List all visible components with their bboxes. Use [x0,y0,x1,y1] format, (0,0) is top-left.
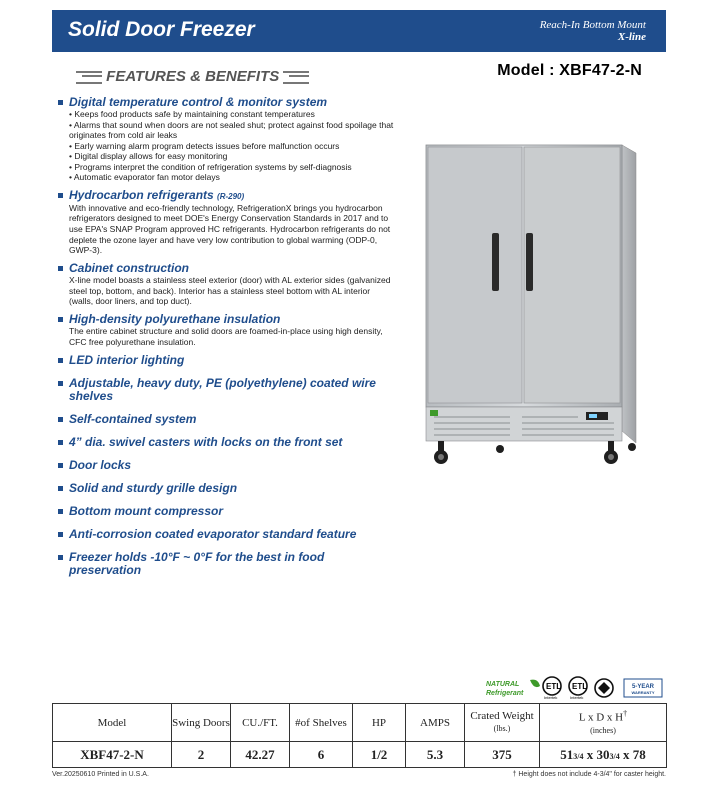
right-door [524,147,620,403]
value-dims: 513/4 x 303/4 x 78 [540,742,667,768]
header-swing: Swing Doors [172,716,230,729]
value-amps: 5.3 [406,742,465,768]
leaf-icon [530,680,540,688]
feature-bullet: • Alarms that sound when doors are not sealed shut; protect against food spoilage that originates from cold air leaks [69,119,394,140]
features-list [58,96,394,587]
header-weight-unit: (lbs.) [493,724,511,733]
left-handle [492,233,499,291]
col-swing [172,704,231,742]
feature-item [58,482,394,495]
feature-description: The entire cabinet structure and solid doors are foamed-in-place using high density, CFC free polyurethane insulation. [69,326,383,347]
header-subtitle [540,19,646,43]
feature-bullet: • Programs interpret the condition of refrigeration systems by self-diagnosis [69,161,352,172]
feature-title: Hydrocarbon refrigerants (R-290) [58,189,394,203]
feature-description: X-line model boasts a stainless steel exterior (door) with AL exterior sides (galvanized steel top, bottom, and back). Interior has a stainless steel bottom with AL interior (walls, door liners, and top duct). [69,275,391,307]
header-model: Model [97,716,127,729]
product-line: X-line [617,31,646,43]
feature-bullets [58,109,394,183]
decor-lines-icon [283,71,309,84]
feature-title: Bottom mount compressor [58,505,394,518]
feature-item [58,551,394,577]
feature-title: Door locks [58,459,394,472]
feature-bullet: • Early warning alarm program detects issues before malfunction occurs [69,140,340,151]
col-cuft [231,704,290,742]
feature-title: Self-contained system [58,413,394,426]
header-weight: Crated Weight [470,710,534,722]
feature-title: Solid and sturdy grille design [58,482,394,495]
feature-description: With innovative and eco-friendly technology, RefrigerationX brings you hydrocarbon refrigerators designed to meet DOE's Energy Conservation Standards in 2017 and to use EPA's SNAP Program approved HC refrigerants. Hydrocarbon refrigerants do not deplete the ozone layer and have very low contribution to global warming (ODP-0, GWP-3). [69,202,391,256]
page-title: Solid Door Freezer [68,18,255,41]
decor-lines-icon [76,71,102,84]
header-hp: HP [371,716,387,729]
spec-value-row [53,742,667,768]
feature-title: LED interior lighting [58,354,394,367]
feature-item [58,354,394,367]
header-shelves: #of Shelves [295,716,347,729]
intertek-label-1: Intertek [544,695,558,700]
feature-item [58,505,394,518]
feature-item [58,262,394,307]
feature-bullet: • Keeps food products safe by maintaining constant temperatures [69,109,315,119]
feature-bullet: • Automatic evaporator fan motor delays [69,172,220,182]
header-amps: AMPS [420,716,450,729]
certification-badges [486,676,666,700]
feature-title: High-density polyurethane insulation [58,313,394,326]
header-dims: L x D x H [578,711,624,724]
left-door [428,147,522,403]
dims-dagger: † [623,709,628,719]
refrigerant-text: Refrigerant [486,690,524,697]
feature-item [58,377,394,403]
feature-bullet: • Digital display allows for easy monitoring [69,151,228,161]
value-cuft: 42.27 [231,742,290,768]
spec-header-row [53,704,667,742]
feature-item [58,313,394,347]
col-shelves [290,704,353,742]
features-heading-text: FEATURES & BENEFITS [106,68,280,85]
natural-text: NATURAL [486,681,520,688]
col-weight [465,704,540,742]
value-model: XBF47-2-N [53,742,172,768]
header-banner [52,10,666,52]
feature-item [58,459,394,472]
col-hp [353,704,406,742]
feature-title: Anti-corrosion coated evaporator standard feature [58,528,394,541]
feature-title: Adjustable, heavy duty, PE (polyethylene) coated wire shelves [58,377,394,403]
header-dims-unit: (inches) [590,725,616,735]
feature-note: (R-290) [217,191,245,201]
svg-text:ETL: ETL [572,682,588,691]
warranty-top: 5-YEAR [631,684,655,690]
warranty-bottom: WARRANTY [631,690,655,695]
header-cuft: CU./FT. [242,716,278,729]
value-swing: 2 [172,742,231,768]
footer-version: Ver.20250610 Printed in U.S.A. [52,771,149,778]
feature-item [58,413,394,426]
feature-title: Freezer holds -10°F ~ 0°F for the best in food preservation [58,551,394,577]
spec-table [52,703,667,768]
freezer-product-image [400,135,670,475]
value-weight: 375 [465,742,540,768]
feature-item [58,528,394,541]
value-shelves: 6 [290,742,353,768]
value-hp: 1/2 [353,742,406,768]
feature-item [58,436,394,449]
right-handle [526,233,533,291]
feature-title: Cabinet construction [58,262,394,275]
natural-leaf-icon [430,410,438,416]
col-model [53,704,172,742]
features-heading [76,68,309,85]
feature-title: 4” dia. swivel casters with locks on the front set [58,436,394,449]
col-dims [540,704,667,742]
feature-title: Digital temperature control & monitor system [58,96,394,109]
model-label: Model : XBF47-2-N [497,62,642,79]
footer-note: † Height does not include 4-3/4" for caster height. [512,771,666,778]
intertek-label-2: Intertek [570,695,584,700]
svg-text:ETL: ETL [546,682,562,691]
feature-item [58,189,394,257]
col-amps [406,704,465,742]
feature-item [58,96,394,183]
subtitle-line: Reach-In Bottom Mount [539,19,646,31]
